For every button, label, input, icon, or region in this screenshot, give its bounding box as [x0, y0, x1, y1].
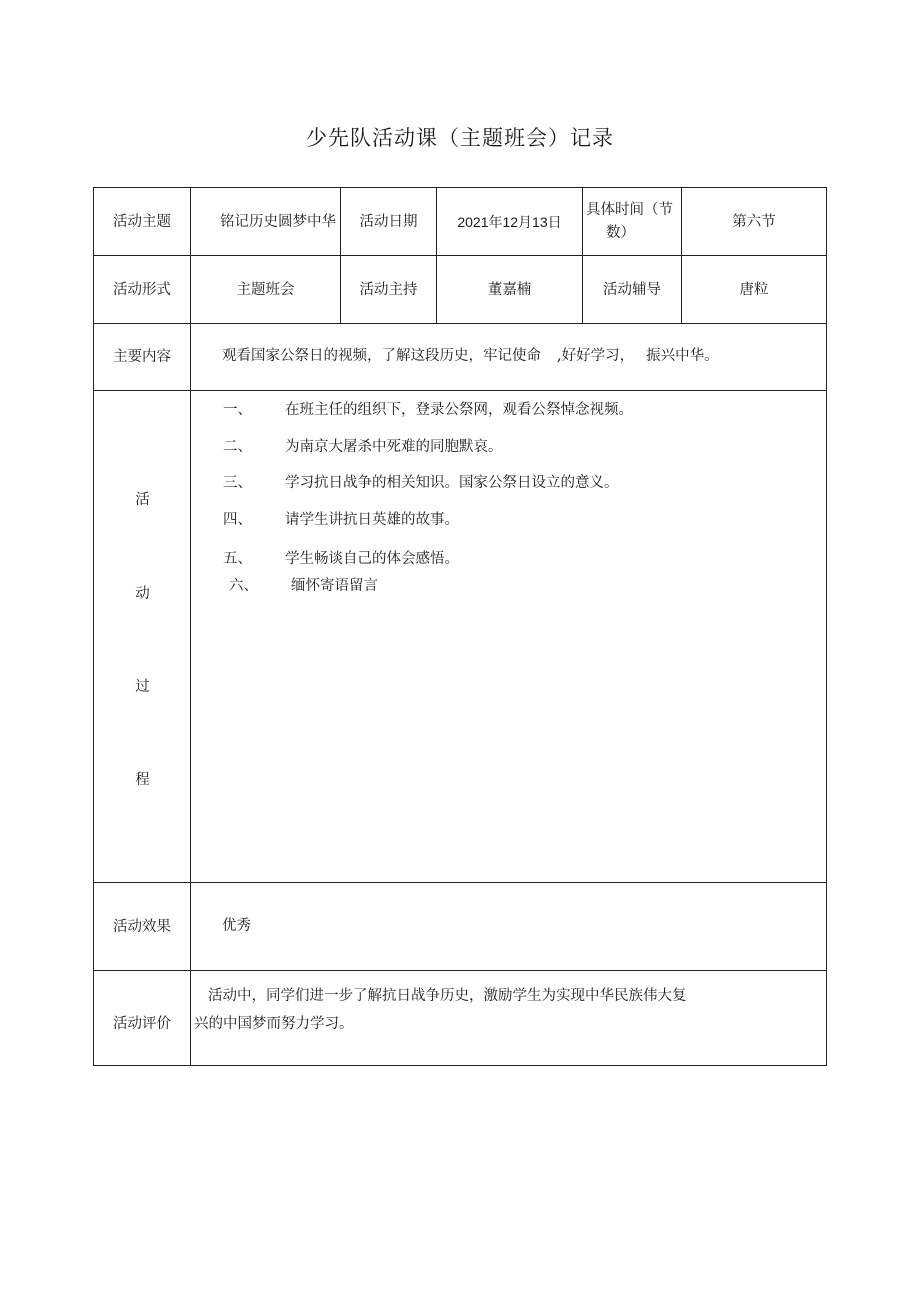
step-text: 为南京大屠杀中死难的同胞默哀。	[285, 439, 503, 455]
step-index: 二、	[223, 439, 252, 455]
step-text: 缅怀寄语留言	[291, 578, 378, 594]
process-label-char: 活	[135, 492, 150, 508]
step-text: 学习抗日战争的相关知识。国家公祭日设立的意义。	[285, 475, 619, 491]
process-step	[223, 473, 783, 493]
evaluation-label: 活动评价	[113, 1016, 171, 1032]
form-label: 活动形式	[113, 281, 171, 298]
content-text	[222, 346, 822, 366]
step-index: 六、	[229, 578, 258, 594]
step-index: 三、	[223, 475, 252, 491]
process-step	[223, 437, 783, 457]
content-text-part3: 振兴中华。	[646, 348, 719, 364]
process-step	[223, 549, 783, 569]
process-label-char: 动	[135, 586, 150, 602]
time-label-line2: 数）	[606, 225, 635, 241]
row-divider	[94, 390, 826, 391]
theme-value: 铭记历史圆梦中华	[220, 213, 336, 230]
content-text-part1: 观看国家公祭日的视频，了解这段历史，牢记使命	[222, 348, 541, 364]
tutor-label: 活动辅导	[603, 281, 661, 298]
effect-value: 优秀	[222, 918, 251, 934]
row-divider	[94, 970, 826, 971]
evaluation-line2: 兴的中国梦而努力学习。	[194, 1016, 354, 1032]
process-step	[223, 510, 783, 530]
theme-label: 活动主题	[113, 213, 171, 230]
process-label-char: 过	[135, 679, 150, 695]
content-label: 主要内容	[113, 349, 171, 365]
host-value: 董嘉楠	[487, 281, 532, 298]
step-index: 一、	[223, 402, 252, 418]
time-value: 第六节	[732, 213, 776, 230]
date-label: 活动日期	[359, 213, 418, 230]
page-title: 少先队活动课（主题班会）记录	[306, 126, 614, 150]
step-index: 四、	[223, 512, 252, 528]
record-table	[93, 187, 827, 1066]
step-text: 请学生讲抗日英雄的故事。	[285, 512, 459, 528]
evaluation-line1: 活动中，同学们进一步了解抗日战争历史，激励学生为实现中华民族伟大复	[208, 988, 687, 1004]
effect-label: 活动效果	[113, 918, 171, 935]
tutor-value: 唐粒	[739, 281, 769, 298]
time-label	[584, 199, 681, 249]
row-divider	[94, 882, 826, 883]
time-label-line1: 具体时间（节	[586, 202, 673, 218]
date-value: 2021年12月13日	[457, 213, 562, 230]
step-index: 五、	[223, 551, 252, 567]
step-text: 学生畅谈自己的体会感悟。	[285, 551, 459, 567]
step-text: 在班主任的组织下，登录公祭网，观看公祭悼念视频。	[285, 402, 633, 418]
content-text-part2: ,好好学习，	[557, 348, 635, 364]
process-label-char: 程	[135, 772, 150, 788]
form-value: 主题班会	[236, 281, 295, 298]
host-label: 活动主持	[359, 281, 418, 298]
process-step	[229, 576, 789, 596]
row-divider	[94, 323, 826, 324]
process-step	[223, 400, 783, 420]
